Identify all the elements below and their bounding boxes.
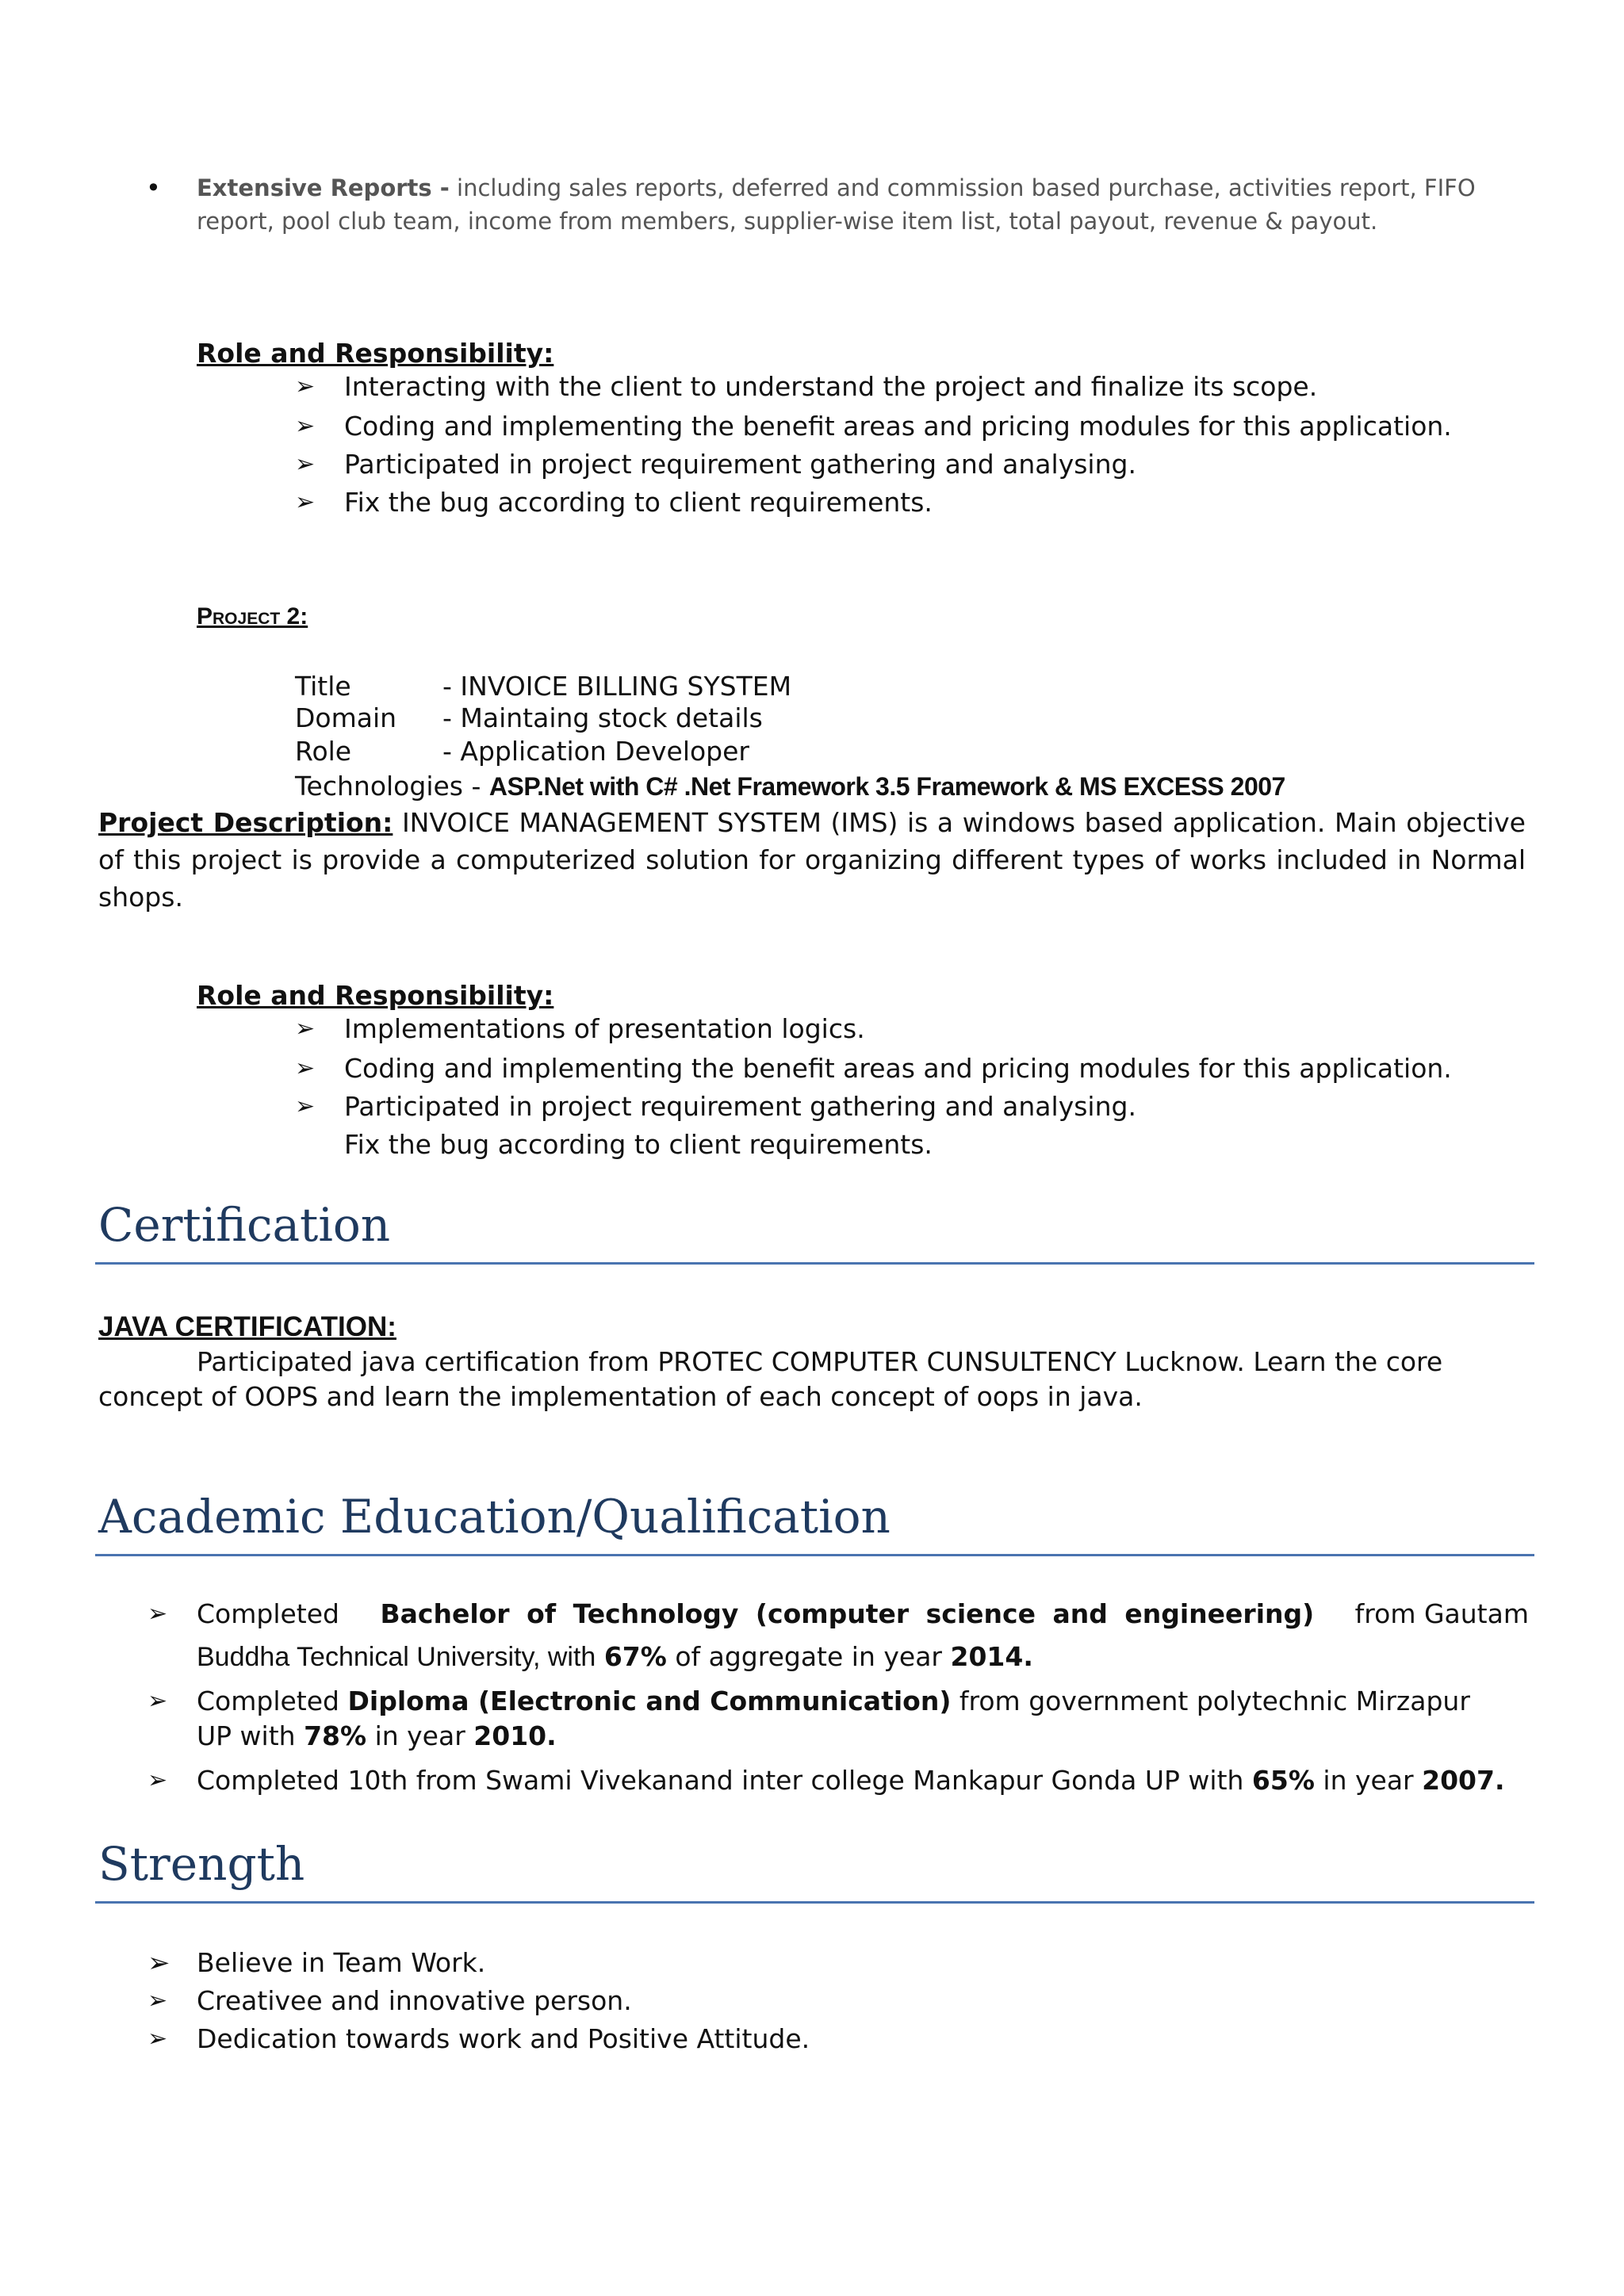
edu3-inyear: in year — [1323, 1765, 1414, 1796]
edu2-diploma: Diploma (Electronic and Communication) — [347, 1686, 952, 1716]
edu1-aggregate: of aggregate in year — [675, 1641, 942, 1672]
title-label: Title — [295, 671, 351, 702]
education-item2-line1 — [197, 1686, 1470, 1717]
edu2-inyear: in year — [374, 1720, 465, 1751]
edu1-percent: 67% — [603, 1641, 667, 1672]
strength-item: Creativee and innovative person. — [197, 1985, 632, 2016]
role1-item: Participated in project requirement gathering and analysing. — [344, 449, 1136, 480]
arrow-icon: ➢ — [147, 1766, 168, 1794]
education-item1-line2 — [197, 1641, 1033, 1673]
domain-label: Domain — [295, 702, 397, 733]
education-heading: Academic Education/Qualification — [98, 1490, 891, 1544]
tech-label: Technologies - — [295, 771, 481, 802]
edu1-degree: Bachelor of Technology (computer science and engineering) — [380, 1598, 1315, 1629]
extensive-reports-text1: including sales reports, deferred and commission based purchase, activities report, FIFO — [449, 174, 1476, 201]
edu1-from: from Gautam — [1354, 1598, 1529, 1629]
certification-line1: Participated java certification from PROTEC COMPUTER CUNSULTENCY Lucknow. Learn the core — [197, 1346, 1443, 1377]
edu1-university: Buddha Technical University, with — [197, 1642, 596, 1672]
arrow-icon: ➢ — [295, 1093, 316, 1120]
project-description-label: Project Description: — [98, 807, 393, 838]
bullet-dot: • — [146, 173, 161, 203]
domain-value: - Maintaing stock details — [442, 702, 763, 733]
edu3-text: Completed 10th from Swami Vivekanand inter college Mankapur Gonda UP with — [197, 1765, 1244, 1796]
project2-description — [98, 804, 1526, 916]
arrow-icon: ➢ — [147, 1947, 170, 1979]
title-value: - INVOICE BILLING SYSTEM — [442, 671, 792, 702]
strength-item: Believe in Team Work. — [197, 1947, 486, 1978]
arrow-icon: ➢ — [147, 1987, 168, 2015]
edu2-percent: 78% — [304, 1720, 367, 1751]
edu2-completed: Completed — [197, 1686, 339, 1716]
arrow-icon: ➢ — [147, 1600, 168, 1628]
edu2-from: from government polytechnic Mirzapur — [959, 1686, 1470, 1716]
role2-item: Participated in project requirement gathering and analysing. — [344, 1091, 1136, 1122]
arrow-icon: ➢ — [147, 1687, 168, 1715]
edu2-up: UP with — [197, 1720, 296, 1751]
role1-heading: Role and Responsibility: — [197, 338, 554, 369]
role1-item: Coding and implementing the benefit areas and pricing modules for this application. — [344, 411, 1452, 442]
extensive-reports-line2: report, pool club team, income from members, supplier-wise item list, total payout, revenue & payout. — [197, 208, 1378, 235]
project-description-text: INVOICE MANAGEMENT SYSTEM (IMS) is a windows based application. Main objective of this project is provide a computerized solution for organizing different types of works included in Normal shops. — [98, 807, 1526, 913]
edu1-completed: Completed — [197, 1598, 339, 1629]
arrow-icon: ➢ — [295, 1054, 316, 1082]
edu1-year: 2014. — [950, 1641, 1033, 1672]
project2-heading: Project 2: — [197, 603, 308, 629]
arrow-icon: ➢ — [295, 450, 316, 478]
education-item2-line2 — [197, 1720, 557, 1752]
project2-tech-row — [295, 771, 1285, 802]
extensive-reports-line1 — [197, 171, 1476, 205]
certification-heading: Certification — [98, 1198, 391, 1252]
education-item1-line1 — [197, 1598, 1529, 1630]
strength-heading: Strength — [98, 1837, 305, 1891]
project2-domain-row — [295, 702, 763, 734]
role2-item: Coding and implementing the benefit areas and pricing modules for this application. — [344, 1053, 1452, 1084]
edu3-year: 2007. — [1422, 1765, 1505, 1796]
role1-item: Interacting with the client to understand the project and finalize its scope. — [344, 371, 1318, 402]
role-label: Role — [295, 736, 352, 767]
project2-role-row — [295, 736, 749, 767]
arrow-icon: ➢ — [295, 373, 316, 400]
education-item3 — [197, 1765, 1505, 1797]
project2-title-row — [295, 671, 791, 702]
role-value: - Application Developer — [442, 736, 749, 767]
section-rule — [95, 1554, 1534, 1556]
tech-value: ASP.Net with C# .Net Framework 3.5 Framework & MS EXCESS 2007 — [488, 772, 1285, 801]
role2-item: Implementations of presentation logics. — [344, 1013, 865, 1044]
role2-heading: Role and Responsibility: — [197, 980, 554, 1011]
edu3-percent: 65% — [1251, 1765, 1315, 1796]
certification-line2: concept of OOPS and learn the implementation of each concept of oops in java. — [98, 1381, 1143, 1412]
strength-item: Dedication towards work and Positive Attitude. — [197, 2023, 810, 2054]
arrow-icon: ➢ — [147, 2025, 168, 2053]
java-certification-heading: JAVA CERTIFICATION: — [98, 1311, 396, 1342]
arrow-icon: ➢ — [295, 412, 316, 440]
section-rule — [95, 1262, 1534, 1265]
arrow-icon: ➢ — [295, 488, 316, 516]
extensive-reports-label: Extensive Reports - — [197, 174, 450, 201]
edu2-year: 2010. — [473, 1720, 557, 1751]
role1-item: Fix the bug according to client requirements. — [344, 487, 933, 518]
section-rule — [95, 1901, 1534, 1904]
arrow-icon: ➢ — [295, 1015, 316, 1043]
role2-item: Fix the bug according to client requirements. — [344, 1129, 933, 1160]
